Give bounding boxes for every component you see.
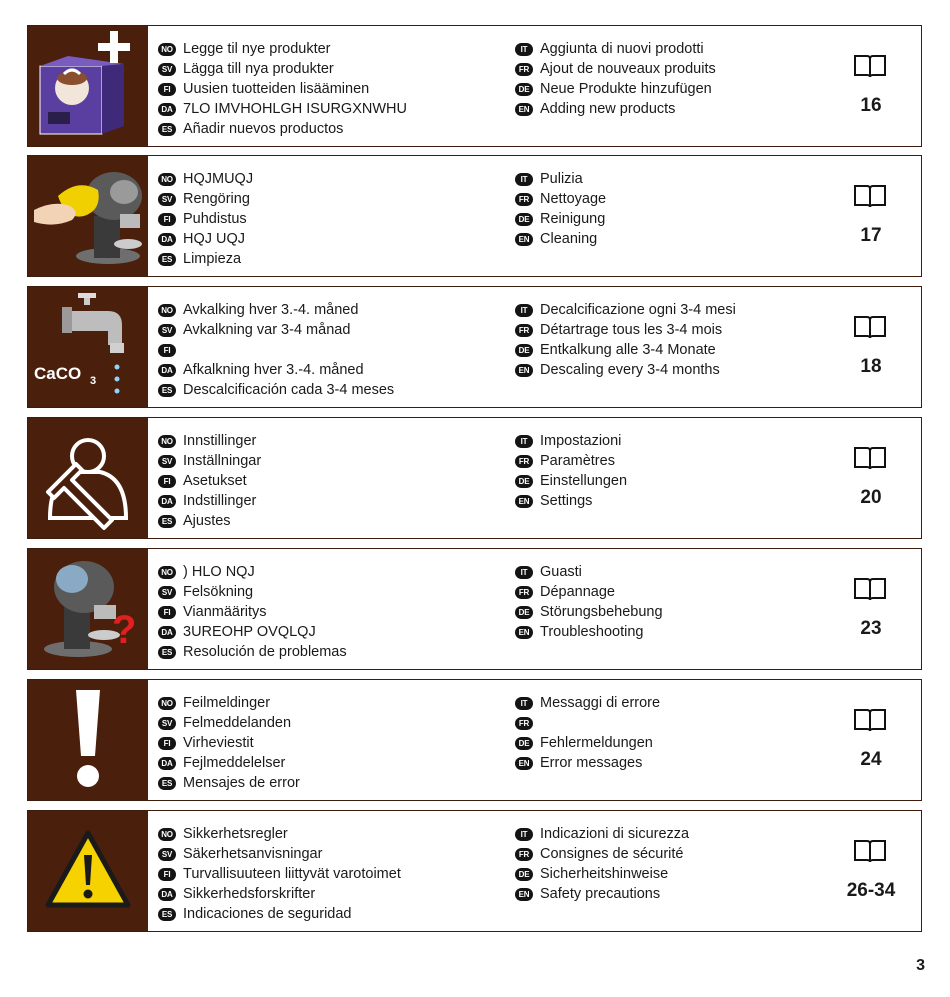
lang-item-de	[515, 79, 815, 99]
section-safety	[27, 810, 922, 932]
lang-item-es	[158, 380, 498, 400]
lang-label: Troubleshooting	[540, 624, 644, 640]
lang-badge-en: EN	[515, 626, 533, 639]
language-list-left	[158, 431, 498, 531]
lang-item-da	[158, 622, 498, 642]
language-list-left	[158, 169, 498, 269]
lang-label: Einstellungen	[540, 473, 628, 489]
lang-badge-en: EN	[515, 495, 533, 508]
lang-item-de	[515, 733, 815, 753]
lang-label: Neue Produkte hinzufügen	[540, 81, 712, 97]
lang-label: Fehlermeldungen	[540, 735, 653, 751]
lang-badge-da: DA	[158, 103, 176, 116]
lang-badge-de: DE	[515, 83, 533, 96]
lang-label: Aggiunta di nuovi prodotti	[540, 41, 704, 57]
lang-item-da	[158, 753, 498, 773]
lang-label: Indstillinger	[183, 493, 257, 509]
lang-item-sv	[158, 582, 498, 602]
lang-item-no	[158, 431, 498, 451]
lang-badge-it: IT	[515, 697, 533, 710]
lang-label: Messaggi di errore	[540, 695, 661, 711]
page-number: 17	[860, 225, 882, 246]
lang-item-es	[158, 642, 498, 662]
lang-item-es	[158, 773, 498, 793]
lang-item-es	[158, 904, 498, 924]
language-list-right	[515, 824, 815, 904]
book-icon	[853, 314, 887, 340]
book-icon	[853, 838, 887, 864]
lang-badge-fr: FR	[515, 717, 533, 730]
lang-badge-fi: FI	[158, 737, 176, 750]
lang-badge-sv: SV	[158, 586, 176, 599]
lang-badge-da: DA	[158, 364, 176, 377]
lang-item-fi	[158, 733, 498, 753]
section-error-messages	[27, 679, 922, 801]
capsule-box-plus-icon	[28, 26, 148, 146]
lang-label: Limpieza	[183, 251, 242, 267]
svg-text:?: ?	[112, 608, 137, 652]
lang-badge-da: DA	[158, 888, 176, 901]
lang-label: Safety precautions	[540, 886, 661, 902]
lang-item-sv	[158, 844, 498, 864]
lang-label: Ajout de nouveaux produits	[540, 61, 716, 77]
lang-badge-en: EN	[515, 364, 533, 377]
lang-badge-da: DA	[158, 626, 176, 639]
lang-badge-it: IT	[515, 173, 533, 186]
book-icon	[853, 707, 887, 733]
lang-badge-it: IT	[515, 566, 533, 579]
lang-label: Adding new products	[540, 101, 676, 117]
page-number: 16	[860, 95, 882, 116]
lang-badge-es: ES	[158, 253, 176, 266]
machine-cleaning-icon	[28, 156, 148, 276]
lang-label: 3UREOHP OVQLQJ	[183, 624, 316, 640]
lang-label: Afkalkning hver 3.-4. måned	[183, 362, 364, 378]
lang-item-fr	[515, 59, 815, 79]
language-list-right	[515, 169, 815, 249]
lang-item-en	[515, 229, 815, 249]
lang-label: Säkerhetsanvisningar	[183, 846, 323, 862]
lang-badge-it: IT	[515, 43, 533, 56]
lang-badge-sv: SV	[158, 193, 176, 206]
book-icon	[853, 53, 887, 79]
lang-label: Puhdistus	[183, 211, 247, 227]
lang-label: Decalcificazione ogni 3-4 mesi	[540, 302, 736, 318]
lang-label: Virheviestit	[183, 735, 254, 751]
lang-label: Turvallisuuteen liittyvät varotoimet	[183, 866, 401, 882]
lang-item-sv	[158, 59, 498, 79]
lang-badge-en: EN	[515, 888, 533, 901]
lang-badge-fr: FR	[515, 324, 533, 337]
lang-item-sv	[158, 713, 498, 733]
lang-label: Sikkerhedsforskrifter	[183, 886, 316, 902]
lang-item-fi	[158, 209, 498, 229]
page-reference[interactable]	[821, 811, 921, 931]
page-reference[interactable]	[821, 680, 921, 800]
lang-badge-de: DE	[515, 606, 533, 619]
page-reference[interactable]	[821, 156, 921, 276]
lang-badge-no: NO	[158, 697, 176, 710]
settings-wrench-icon	[28, 418, 148, 538]
lang-item-no	[158, 169, 498, 189]
lang-item-fr	[515, 320, 815, 340]
lang-label: Dépannage	[540, 584, 615, 600]
lang-label: Cleaning	[540, 231, 598, 247]
lang-item-sv	[158, 451, 498, 471]
lang-label: Sikkerhetsregler	[183, 826, 288, 842]
lang-badge-no: NO	[158, 828, 176, 841]
lang-label: Lägga till nya produkter	[183, 61, 334, 77]
lang-label: Inställningar	[183, 453, 262, 469]
lang-item-fr	[515, 189, 815, 209]
lang-item-it	[515, 300, 815, 320]
lang-badge-da: DA	[158, 233, 176, 246]
lang-badge-fr: FR	[515, 455, 533, 468]
lang-item-no	[158, 39, 498, 59]
lang-label: Feilmeldinger	[183, 695, 271, 711]
lang-item-fi	[158, 79, 498, 99]
lang-badge-fr: FR	[515, 586, 533, 599]
lang-item-no	[158, 562, 498, 582]
section-adding-products	[27, 25, 922, 147]
lang-item-de	[515, 864, 815, 884]
lang-badge-fi: FI	[158, 868, 176, 881]
lang-badge-sv: SV	[158, 63, 176, 76]
lang-item-en	[515, 99, 815, 119]
lang-item-it	[515, 169, 815, 189]
lang-item-de	[515, 471, 815, 491]
language-list-right	[515, 300, 815, 380]
lang-badge-es: ES	[158, 123, 176, 136]
lang-item-da	[158, 491, 498, 511]
lang-item-en	[515, 622, 815, 642]
page-number: 26-34	[846, 880, 896, 901]
lang-item-de	[515, 602, 815, 622]
lang-label: Añadir nuevos productos	[183, 121, 344, 137]
lang-item-no	[158, 300, 498, 320]
lang-item-fi	[158, 864, 498, 884]
lang-badge-fr: FR	[515, 63, 533, 76]
lang-badge-no: NO	[158, 566, 176, 579]
lang-item-en	[515, 884, 815, 904]
lang-item-da	[158, 229, 498, 249]
lang-item-it	[515, 693, 815, 713]
lang-item-fi	[158, 471, 498, 491]
lang-item-sv	[158, 189, 498, 209]
lang-label: Impostazioni	[540, 433, 622, 449]
lang-item-it	[515, 824, 815, 844]
lang-badge-es: ES	[158, 777, 176, 790]
lang-item-de	[515, 340, 815, 360]
machine-question-icon	[28, 549, 148, 669]
lang-badge-es: ES	[158, 908, 176, 921]
lang-label: Innstillinger	[183, 433, 257, 449]
lang-item-da	[158, 360, 498, 380]
lang-badge-en: EN	[515, 233, 533, 246]
lang-label: Legge til nye produkter	[183, 41, 331, 57]
lang-label: Error messages	[540, 755, 643, 771]
lang-item-fr	[515, 451, 815, 471]
lang-label: Ajustes	[183, 513, 231, 529]
lang-item-fr	[515, 844, 815, 864]
lang-item-no	[158, 693, 498, 713]
lang-badge-en: EN	[515, 757, 533, 770]
lang-badge-de: DE	[515, 868, 533, 881]
lang-item-fr	[515, 713, 815, 733]
lang-item-da	[158, 99, 498, 119]
lang-badge-de: DE	[515, 213, 533, 226]
lang-label: Felmeddelanden	[183, 715, 292, 731]
lang-item-de	[515, 209, 815, 229]
lang-badge-es: ES	[158, 515, 176, 528]
book-icon	[853, 183, 887, 209]
lang-badge-fi: FI	[158, 475, 176, 488]
lang-label: ) HLO NQJ	[183, 564, 255, 580]
caco3-subscript: 3	[90, 375, 97, 387]
lang-item-es	[158, 249, 498, 269]
lang-badge-da: DA	[158, 495, 176, 508]
lang-item-sv	[158, 320, 498, 340]
lang-badge-no: NO	[158, 43, 176, 56]
lang-badge-it: IT	[515, 828, 533, 841]
lang-label: Reinigung	[540, 211, 606, 227]
lang-label: Pulizia	[540, 171, 583, 187]
lang-badge-fr: FR	[515, 193, 533, 206]
page-footer-number: 3	[916, 957, 925, 974]
language-list-left	[158, 300, 498, 400]
lang-badge-de: DE	[515, 737, 533, 750]
lang-badge-no: NO	[158, 304, 176, 317]
lang-badge-it: IT	[515, 435, 533, 448]
lang-label: Détartrage tous les 3-4 mois	[540, 322, 723, 338]
lang-item-it	[515, 39, 815, 59]
lang-label: Störungsbehebung	[540, 604, 663, 620]
page-number: 24	[860, 749, 882, 770]
lang-label: Settings	[540, 493, 593, 509]
language-list-left	[158, 39, 498, 139]
lang-badge-fi: FI	[158, 606, 176, 619]
lang-label: Rengöring	[183, 191, 250, 207]
lang-label: Mensajes de error	[183, 775, 300, 791]
lang-badge-sv: SV	[158, 717, 176, 730]
lang-item-da	[158, 884, 498, 904]
page-number: 23	[860, 618, 882, 639]
lang-badge-es: ES	[158, 384, 176, 397]
lang-label: Asetukset	[183, 473, 247, 489]
lang-item-en	[515, 360, 815, 380]
caco3-label: CaCO	[34, 364, 82, 383]
language-list-left	[158, 693, 498, 793]
lang-badge-da: DA	[158, 757, 176, 770]
section-descaling	[27, 286, 922, 408]
lang-label: Avkalkning var 3-4 månad	[183, 322, 351, 338]
lang-label: Entkalkung alle 3-4 Monate	[540, 342, 716, 358]
section-settings	[27, 417, 922, 539]
lang-item-es	[158, 119, 498, 139]
language-list-left	[158, 562, 498, 662]
lang-badge-fr: FR	[515, 848, 533, 861]
language-list-right	[515, 562, 815, 642]
page-number: 18	[860, 356, 882, 377]
lang-label: Felsökning	[183, 584, 254, 600]
lang-label: Avkalking hver 3.-4. måned	[183, 302, 359, 318]
page-reference[interactable]	[821, 287, 921, 407]
lang-badge-fi: FI	[158, 213, 176, 226]
page-reference[interactable]	[821, 549, 921, 669]
lang-badge-sv: SV	[158, 324, 176, 337]
lang-label: Consignes de sécurité	[540, 846, 684, 862]
lang-item-no	[158, 824, 498, 844]
lang-item-fr	[515, 582, 815, 602]
lang-badge-it: IT	[515, 304, 533, 317]
lang-item-it	[515, 431, 815, 451]
book-icon	[853, 576, 887, 602]
lang-badge-sv: SV	[158, 455, 176, 468]
lang-badge-no: NO	[158, 435, 176, 448]
lang-badge-no: NO	[158, 173, 176, 186]
lang-badge-fi: FI	[158, 83, 176, 96]
lang-label: Indicazioni di sicurezza	[540, 826, 690, 842]
lang-label: Vianmääritys	[183, 604, 267, 620]
warning-triangle-icon	[28, 811, 148, 931]
lang-badge-de: DE	[515, 344, 533, 357]
lang-label: Descaling every 3-4 months	[540, 362, 720, 378]
lang-badge-fi: FI	[158, 344, 176, 357]
lang-badge-es: ES	[158, 646, 176, 659]
lang-label: Paramètres	[540, 453, 615, 469]
lang-label: 7LO IMVHOHLGH ISURGXNWHU	[183, 101, 407, 117]
page-reference[interactable]	[821, 418, 921, 538]
lang-item-en	[515, 491, 815, 511]
lang-badge-de: DE	[515, 475, 533, 488]
language-list-left	[158, 824, 498, 924]
lang-item-es	[158, 511, 498, 531]
lang-item-en	[515, 753, 815, 773]
tap-caco3-icon	[28, 287, 148, 407]
lang-label: Resolución de problemas	[183, 644, 347, 660]
lang-label: HQJMUQJ	[183, 171, 254, 187]
section-troubleshooting	[27, 548, 922, 670]
language-list-right	[515, 431, 815, 511]
page-reference[interactable]	[821, 26, 921, 146]
lang-label: Nettoyage	[540, 191, 607, 207]
lang-label: Uusien tuotteiden lisääminen	[183, 81, 370, 97]
lang-badge-sv: SV	[158, 848, 176, 861]
lang-label: Descalcificación cada 3-4 meses	[183, 382, 395, 398]
lang-label: Fejlmeddelelser	[183, 755, 286, 771]
language-list-right	[515, 693, 815, 773]
section-cleaning	[27, 155, 922, 277]
lang-item-fi	[158, 340, 498, 360]
lang-item-fi	[158, 602, 498, 622]
page-number: 20	[860, 487, 882, 508]
lang-label: Guasti	[540, 564, 582, 580]
lang-label: HQJ UQJ	[183, 231, 246, 247]
lang-badge-en: EN	[515, 103, 533, 116]
lang-item-it	[515, 562, 815, 582]
language-list-right	[515, 39, 815, 119]
lang-label: Sicherheitshinweise	[540, 866, 669, 882]
lang-label: Indicaciones de seguridad	[183, 906, 352, 922]
exclamation-icon	[28, 680, 148, 800]
book-icon	[853, 445, 887, 471]
